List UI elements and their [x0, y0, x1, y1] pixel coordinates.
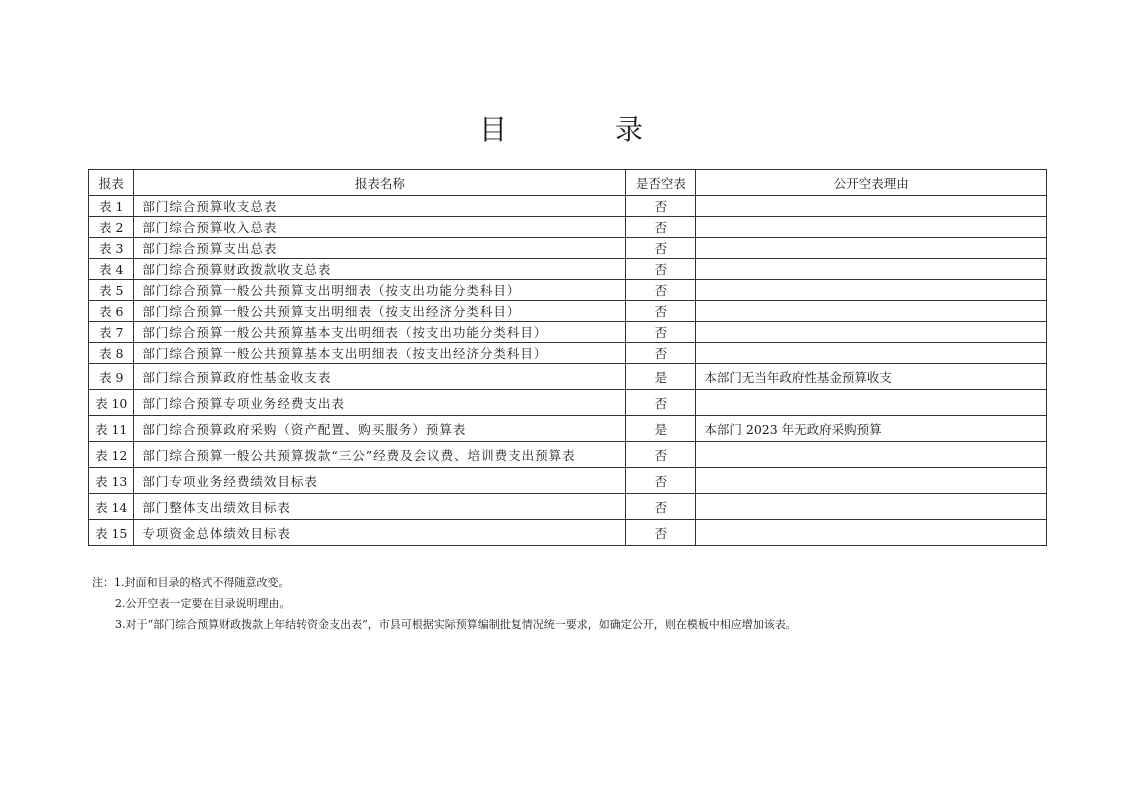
row-no: 表 13 — [89, 468, 134, 494]
row-name: 部门综合预算政府性基金收支表 — [134, 364, 626, 390]
row-reason — [696, 442, 1047, 468]
row-no: 表 5 — [89, 280, 134, 301]
row-reason — [696, 494, 1047, 520]
row-reason — [696, 301, 1047, 322]
row-reason — [696, 390, 1047, 416]
row-empty: 否 — [626, 468, 696, 494]
table-row — [89, 322, 1047, 343]
table-row — [89, 238, 1047, 259]
header-name: 报表名称 — [134, 170, 626, 196]
row-reason — [696, 238, 1047, 259]
row-empty: 否 — [626, 520, 696, 546]
table-row — [89, 259, 1047, 280]
row-name: 部门综合预算一般公共预算拨款“三公”经费及会议费、培训费支出预算表 — [134, 442, 626, 468]
row-empty: 否 — [626, 259, 696, 280]
table-row — [89, 364, 1047, 390]
row-empty: 否 — [626, 217, 696, 238]
table-row — [89, 390, 1047, 416]
table-row — [89, 494, 1047, 520]
row-empty: 否 — [626, 280, 696, 301]
row-name: 部门综合预算一般公共预算基本支出明细表（按支出功能分类科目） — [134, 322, 626, 343]
table-row — [89, 301, 1047, 322]
row-empty: 否 — [626, 196, 696, 217]
table-row — [89, 280, 1047, 301]
note-line: 3.对于“部门综合预算财政拨款上年结转资金支出表”，市县可根据实际预算编制批复情况统一要求，如确定公开，则在模板中相应增加该表。 — [115, 618, 797, 631]
row-reason — [696, 280, 1047, 301]
row-empty: 是 — [626, 416, 696, 442]
row-no: 表 15 — [89, 520, 134, 546]
row-name: 专项资金总体绩效目标表 — [134, 520, 626, 546]
table-row — [89, 520, 1047, 546]
row-name: 部门综合预算财政拨款收支总表 — [134, 259, 626, 280]
row-empty: 是 — [626, 364, 696, 390]
row-empty: 否 — [626, 301, 696, 322]
row-no: 表 8 — [89, 343, 134, 364]
row-name: 部门综合预算收支总表 — [134, 196, 626, 217]
row-no: 表 7 — [89, 322, 134, 343]
row-empty: 否 — [626, 442, 696, 468]
row-empty: 否 — [626, 494, 696, 520]
row-reason: 本部门 2023 年无政府采购预算 — [696, 416, 1047, 442]
note-line: 注：1.封面和目录的格式不得随意改变。 — [92, 576, 290, 589]
header-reason: 公开空表理由 — [696, 170, 1047, 196]
table-row — [89, 442, 1047, 468]
row-name: 部门综合预算一般公共预算支出明细表（按支出功能分类科目） — [134, 280, 626, 301]
row-name: 部门专项业务经费绩效目标表 — [134, 468, 626, 494]
table-row — [89, 196, 1047, 217]
row-no: 表 2 — [89, 217, 134, 238]
table-row — [89, 416, 1047, 442]
table-row — [89, 217, 1047, 238]
toc-table — [88, 169, 1047, 546]
row-empty: 否 — [626, 343, 696, 364]
row-reason — [696, 259, 1047, 280]
row-reason — [696, 217, 1047, 238]
row-name: 部门综合预算政府采购（资产配置、购买服务）预算表 — [134, 416, 626, 442]
row-name: 部门综合预算支出总表 — [134, 238, 626, 259]
table-row — [89, 468, 1047, 494]
notes — [92, 572, 1052, 635]
row-reason — [696, 468, 1047, 494]
row-empty: 否 — [626, 390, 696, 416]
row-reason: 本部门无当年政府性基金预算收支 — [696, 364, 1047, 390]
row-name: 部门综合预算收入总表 — [134, 217, 626, 238]
row-empty: 否 — [626, 322, 696, 343]
row-name: 部门综合预算专项业务经费支出表 — [134, 390, 626, 416]
note-line: 2.公开空表一定要在目录说明理由。 — [115, 597, 291, 610]
page-title: 目 录 — [478, 113, 683, 146]
row-no: 表 4 — [89, 259, 134, 280]
row-name: 部门综合预算一般公共预算基本支出明细表（按支出经济分类科目） — [134, 343, 626, 364]
table-row — [89, 343, 1047, 364]
row-no: 表 1 — [89, 196, 134, 217]
row-reason — [696, 196, 1047, 217]
header-empty: 是否空表 — [626, 170, 696, 196]
row-no: 表 12 — [89, 442, 134, 468]
row-name: 部门综合预算一般公共预算支出明细表（按支出经济分类科目） — [134, 301, 626, 322]
row-no: 表 14 — [89, 494, 134, 520]
row-no: 表 11 — [89, 416, 134, 442]
row-reason — [696, 520, 1047, 546]
row-no: 表 3 — [89, 238, 134, 259]
row-no: 表 6 — [89, 301, 134, 322]
header-no: 报表 — [89, 170, 134, 196]
table-header-row — [89, 170, 1047, 196]
row-no: 表 10 — [89, 390, 134, 416]
row-no: 表 9 — [89, 364, 134, 390]
row-name: 部门整体支出绩效目标表 — [134, 494, 626, 520]
row-reason — [696, 343, 1047, 364]
row-reason — [696, 322, 1047, 343]
row-empty: 否 — [626, 238, 696, 259]
